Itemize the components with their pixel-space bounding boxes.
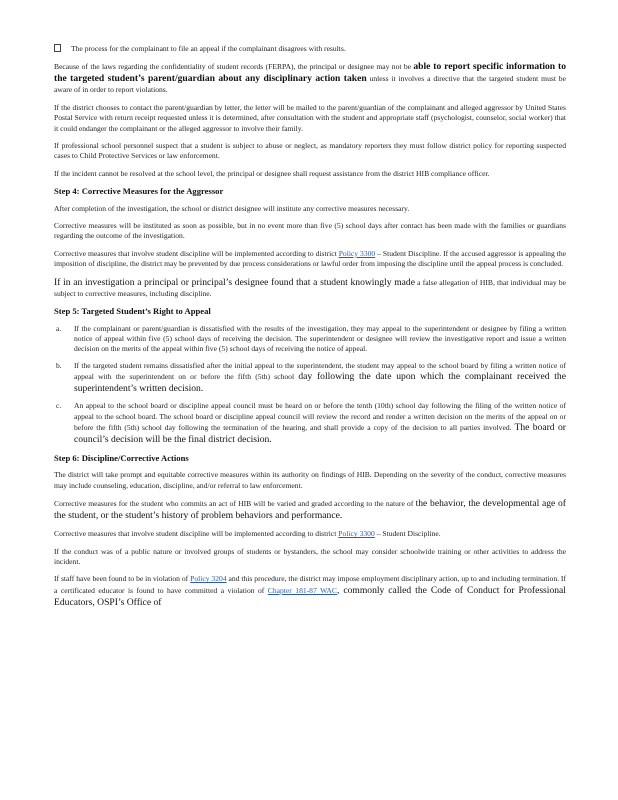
step6-heading: Step 6: Discipline/Corrective Actions xyxy=(54,452,189,463)
step4-paragraph-2: Corrective measures will be instituted as soon as possible, but in no event more than five (5) school days after contact has been made with the families or guardians regarding the outcome of the investigation. xyxy=(54,221,566,241)
step4-paragraph-1: After completion of the investigation, the school or district designee will institute any corrective measures necessary. xyxy=(54,203,410,213)
list-item: b. If the targeted student remains dissatisfied after the initial appeal to the superintendent, the student may appeal to the school board by filing a written notice of appeal with the superintendent on or before the fifth (5th) school day following the date upon which the complainant received the superintendent’s written decision. xyxy=(56,360,566,395)
step4-heading: Step 4: Corrective Measures for the Aggressor xyxy=(54,186,224,197)
list-item: a. If the complainant or parent/guardian is dissatisfied with the results of the investigation, they may appeal to the superintendent or designee by filing a written notice of appeal within five (5) school days of receiving the decision. The superintendent or designee will review the investigative report and issue a written decision on the merits of the appeal within five (5) school days of receiving the notice of appeal. xyxy=(56,323,566,354)
mail-paragraph: If the district chooses to contact the parent/guardian by letter, the letter will be mailed to the parent/guardian of the complainant and alleged aggressor by United States Postal Service with return receipt requested unless it is determined, after consultation with the student and appropriate staff (psychologist, counselor, social worker) that it could endanger the complainant or the alleged aggressor to involve their family. xyxy=(54,102,566,133)
ferpa-paragraph: Because of the laws regarding the confidentiality of student records (FERPA), the principal or designee may not be able to report specific information to the targeted student’s parent/guardian about any disciplinary action taken unless it involves a directive that the targeted student must be aware of in order to report violations. xyxy=(54,61,566,95)
policy-3204-link[interactable]: Policy 3204 xyxy=(190,574,227,584)
policy-3300-link[interactable]: Policy 3300 xyxy=(338,529,375,539)
step6-paragraph-5: If staff have been found to be in violation of Policy 3204 and this procedure, the district may impose employment disciplinary action, up to and including termination. If a certificated educator is found to have committed a violation of Chapter 181-87 WAC, commonly called the Code of Conduct for Professional Educators, OSPI’s Office of xyxy=(54,574,566,608)
step4-paragraph-4: If in an investigation a principal or principal’s designee found that a student knowingly made a false allegation of HIB, that individual may be subject to corrective measures, including discipline. xyxy=(54,276,566,298)
wac-chapter-link[interactable]: Chapter 181-87 WAC xyxy=(267,585,337,595)
cps-paragraph: If professional school personnel suspect that a student is subject to abuse or neglect, as mandatory reporters they must follow district policy for reporting suspected cases to Child Protective Services or law enforcement. xyxy=(54,141,566,161)
step6-paragraph-4: If the conduct was of a public nature or involved groups of students or bystanders, the school may consider schoolwide training or other activities to address the incident. xyxy=(54,546,566,566)
step5-heading: Step 5: Targeted Student’s Right to Appeal xyxy=(54,306,211,317)
appeal-list xyxy=(54,324,566,446)
policy-3300-link[interactable]: Policy 3300 xyxy=(338,248,376,258)
step6-paragraph-3: Corrective measures that involve student discipline will be implemented according to district Policy 3300 – Student Discipline. xyxy=(54,529,441,539)
appeal-process-bullet: The process for the complainant to file an appeal if the complainant disagrees with results. xyxy=(54,44,566,54)
step6-paragraph-1: The district will take prompt and equitable corrective measures within its authority on findings of HIB. Depending on the severity of the conduct, corrective measures may include counseling, education, discipline, and/or referral to law enforcement. xyxy=(54,470,566,490)
checkbox-bullet-icon xyxy=(54,44,61,52)
step4-paragraph-3: Corrective measures that involve student discipline will be implemented according to district Policy 3300 – Student Discipline. If the accused aggressor is appealing the imposition of discipline, the district may be prevented by due process considerations or lawful order from imposing the discipline until the appeal process is concluded. xyxy=(54,248,566,269)
step6-paragraph-2: Corrective measures for the student who commits an act of HIB will be varied and graded according to the nature of the behavior, the developmental age of the student, or the student’s history of problem behaviors and performance. xyxy=(54,498,566,522)
unresolved-paragraph: If the incident cannot be resolved at the school level, the principal or designee shall request assistance from the district HIB compliance officer. xyxy=(54,168,490,178)
list-item: c. An appeal to the school board or discipline appeal council must be heard on or before the tenth (10th) school day following the filing of the written notice of appeal to the school board. The school board or discipline appeal council will review the record and render a written decision on the merits of the appeal on or before the fifth (5th) school day following the termination of the hearing, and shall provide a copy of the decision to all parties involved. The board or council’s decision will be the final district decision. xyxy=(56,401,566,445)
